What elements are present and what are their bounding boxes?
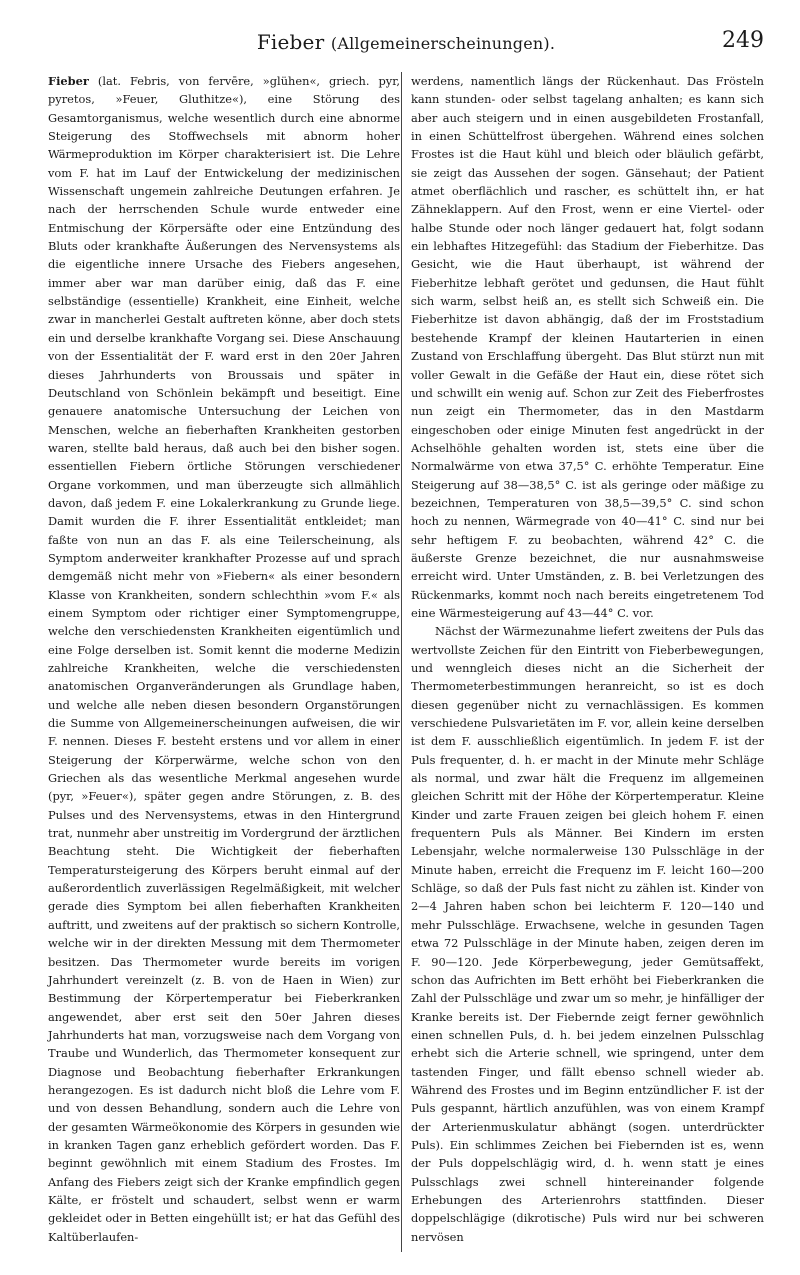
column-divider [401, 72, 402, 1252]
right-column [411, 72, 764, 1246]
left-column [48, 72, 400, 1246]
left-paragraph-1-text: (lat. Febris, von fervēre, »glühen«, griech. pyr, pyretos, »Feuer, Gluthitze«), eine Störung des Gesamtorganismus, welche wesentlich durch eine abnorme Steigerung des Stoffwechsels mit abnorm hoher Wärmeproduktion im Körper charakterisiert ist. Die Lehre vom F. hat im Lauf der Entwickelung der medizinischen Wissenschaft ungemein zahlreiche Deutungen erfahren. Je nach der herrschenden Schule wurde entweder eine Entmischung der Körpersäfte oder eine Entzündung des Bluts oder krankhafte Äußerungen des Nervensystems als die eigentliche innere Ursache des Fiebers angesehen, immer aber war man darüber einig, daß das F. eine selbständige (essentielle) Krankheit, eine Einheit, welche zwar in mancherlei Gestalt auftreten könne, aber doch stets ein und derselbe krankhafte Vorgang sei. Diese Anschauung von der Essentialität der F. ward erst in den 20er Jahren dieses Jahrhunderts von Broussais und später in Deutschland von Schönlein bekämpft und beseitigt. Eine genauere anatomische Untersuchung der Leichen von Menschen, welche an fieberhaften Krankheiten gestorben waren, stellte bald heraus, daß auch bei den bisher sogen. essentiellen Fiebern örtliche Störungen verschiedener Organe vorkommen, und man überzeugte sich allmählich davon, daß jedem F. eine Lokalerkrankung zu Grunde liege. Damit wurden die F. ihrer Essentialität entkleidet; man faßte von nun an das F. als eine Teilerscheinung, als Symptom anderweiter krankhafter Prozesse auf und sprach demgemäß nicht mehr von »Fiebern« als einer besondern Klasse von Krankheiten, sondern schlechthin »vom F.« als einem Symptom oder richtiger einer Symptomengruppe, welche den verschiedensten Krankheiten eigentümlich und eine Folge derselben ist. Somit kennt die moderne Medizin zahlreiche Krankheiten, welche die verschiedensten anatomischen Organveränderungen als Grundlage haben, und welche alle neben diesen besondern Organstörungen die Summe von Allgemeinerscheinungen aufweisen, die wir F. nennen. Dieses F. besteht erstens und vor allem in einer Steigerung der Körperwärme, welche schon von den Griechen als das wesentliche Merkmal angesehen wurde (pyr, »Feuer«), später gegen andre Störungen, z. B. des Pulses und des Nervensystems, etwas in den Hintergrund trat, nunmehr aber unstreitig im Vordergrund der ärztlichen Beachtung steht. Die Wichtigkeit der fieberhaften Temperatursteigerung des Körpers beruht einmal auf der außerordentlich zuverlässigen Regelmäßigkeit, mit welcher gerade dies Symptom bei allen fieberhaften Krankheiten auftritt, und zweitens auf der praktisch so sichern Kontrolle, welche wir in der direkten Messung mit dem Thermometer besitzen. Das Thermometer wurde bereits im vorigen Jahrhundert vereinzelt (z. B. von de Haen in Wien) zur Bestimmung der Körpertemperatur bei Fieberkranken angewendet, aber erst seit den 50er Jahren dieses Jahrhunderts hat man, vorzugsweise nach dem Vorgang von Traube und Wunderlich, das Thermometer konsequent zur Diagnose und Beobachtung fieberhafter Erkrankungen herangezogen. Es ist dadurch nicht bloß die Lehre vom F. und von dessen Behandlung, sondern auch die Lehre von der gesamten Wärmeökonomie des Körpers in gesunden wie in kranken Tagen ganz erheblich gefördert worden. Das F. beginnt gewöhnlich mit einem Stadium des Frostes. Im Anfang des Fiebers zeigt sich der Kranke empfindlich gegen Kälte, er fröstelt und schaudert, selbst wenn er warm gekleidet oder in Betten eingehüllt ist; er hat das Gefühl des Kaltüberlaufen- [48, 74, 401, 1244]
running-header [48, 26, 764, 60]
right-paragraph-2: Nächst der Wärmezunahme liefert zweitens der Puls das wertvollste Zeichen für den Eintritt von Fieberbewegungen, und wenngleich dieses nicht an die Sicherheit der Thermometerbestimmungen heranreicht, so ist es doch diesen gegenüber nicht zu vernachlässigen. Es kommen verschiedene Pulsvarietäten im F. vor, allein keine derselben ist dem F. ausschließlich eigentümlich. In jedem F. ist der Puls frequenter, d. h. er macht in der Minute mehr Schläge als normal, und zwar hält die Frequenz im allgemeinen gleichen Schritt mit der Höhe der Körpertemperatur. Kleine Kinder und zarte Frauen zeigen bei gleich hohem F. einen frequentern Puls als Männer. Bei Kindern im ersten Lebensjahr, welche normalerweise 130 Pulsschläge in der Minute haben, erreicht die Frequenz im F. leicht 160—200 Schläge, so daß der Puls fast nicht zu zählen ist. Kinder von 2—4 Jahren haben schon bei leichterm F. 120—140 und mehr Pulsschläge. Erwachsene, welche in gesunden Tagen etwa 72 Pulsschläge in der Minute haben, zeigen deren im F. 90—120. Jede Körperbewegung, jeder Gemütsaffekt, schon das Aufrichten im Bett erhöht bei Fieberkranken die Zahl der Pulsschläge und zwar um so mehr, je hinfälliger der Kranke bereits ist. Der Fiebernde zeigt ferner gewöhnlich einen schnellen Puls, d. h. bei jedem einzelnen Pulsschlag erhebt sich die Arterie schnell, wie springend, unter dem tastenden Finger, und fällt ebenso schnell wieder ab. Während des Frostes und im Beginn entzündlicher F. ist der Puls gespannt, härtlich anzufühlen, was von einem Krampf der Arterienmuskulatur abhängt (sogen. unterdrückter Puls). Ein schlimmes Zeichen bei Fiebernden ist es, wenn der Puls doppelschlägig wird, d. h. wenn statt je eines Pulsschlags zwei schnell hintereinander folgende Erhebungen des Arterienrohrs stattfinden. Dieser doppelschlägige (dikrotische) Puls wird nur bei schweren nervösen [411, 624, 764, 1244]
page-number: 249 [722, 28, 764, 53]
running-title [48, 30, 764, 54]
header-subtitle: (Allgemeinerscheinungen). [330, 34, 556, 53]
right-paragraph-1: werdens, namentlich längs der Rückenhaut. Das Frösteln kann stunden- oder selbst tagelang anhalten; es kann sich aber auch steigern und in einen ausgebildeten Frostanfall, in einen Schüttelfrost übergehen. Während eines solchen Frostes ist die Haut kühl und bleich oder bläulich gefärbt, sie zeigt das Aussehen der sogen. Gänsehaut; der Patient atmet oberflächlich und rascher, es schüttelt ihn, er hat Zähneklappern. Auf den Frost, wenn er eine Viertel- oder halbe Stunde oder noch länger gedauert hat, folgt sodann ein lebhaftes Hitzegefühl: das Stadium der Fieberhitze. Das Gesicht, wie die Haut überhaupt, ist während der Fieberhitze lebhaft gerötet und gedunsen, die Haut fühlt sich warm, selbst heiß an, es stellt sich Schweiß ein. Die Fieberhitze ist davon abhängig, daß der im Froststadium bestehende Krampf der kleinen Hautarterien in einen Zustand von Erschlaffung übergeht. Das Blut stürzt nun mit voller Gewalt in die Gefäße der Haut ein, diese rötet sich und schwillt ein wenig auf. Schon zur Zeit des Fieberfrostes nun zeigt ein Thermometer, das in den Mastdarm eingeschoben oder einige Minuten fest angedrückt in der Achselhöhle gehalten worden ist, stets eine über die Normalwärme von etwa 37,5° C. erhöhte Temperatur. Eine Steigerung auf 38—38,5° C. ist als geringe oder mäßige zu bezeichnen, Temperaturen von 38,5—39,5° C. sind schon hoch zu nennen, Wärmegrade von 40—41° C. sind nur bei sehr heftigem F. zu beobachten, während 42° C. die äußerste Grenze bezeichnet, die nur ausnahmsweise erreicht wird. Unter Umständen, z. B. bei Verletzungen des Rückenmarks, kommt noch nach bereits eingetretenem Tod eine Wärmesteigerung auf 43—44° C. vor. [411, 74, 764, 620]
header-title: Fieber [256, 30, 325, 54]
entry-lemma: Fieber [48, 74, 89, 88]
left-paragraph-1 [48, 72, 400, 1246]
